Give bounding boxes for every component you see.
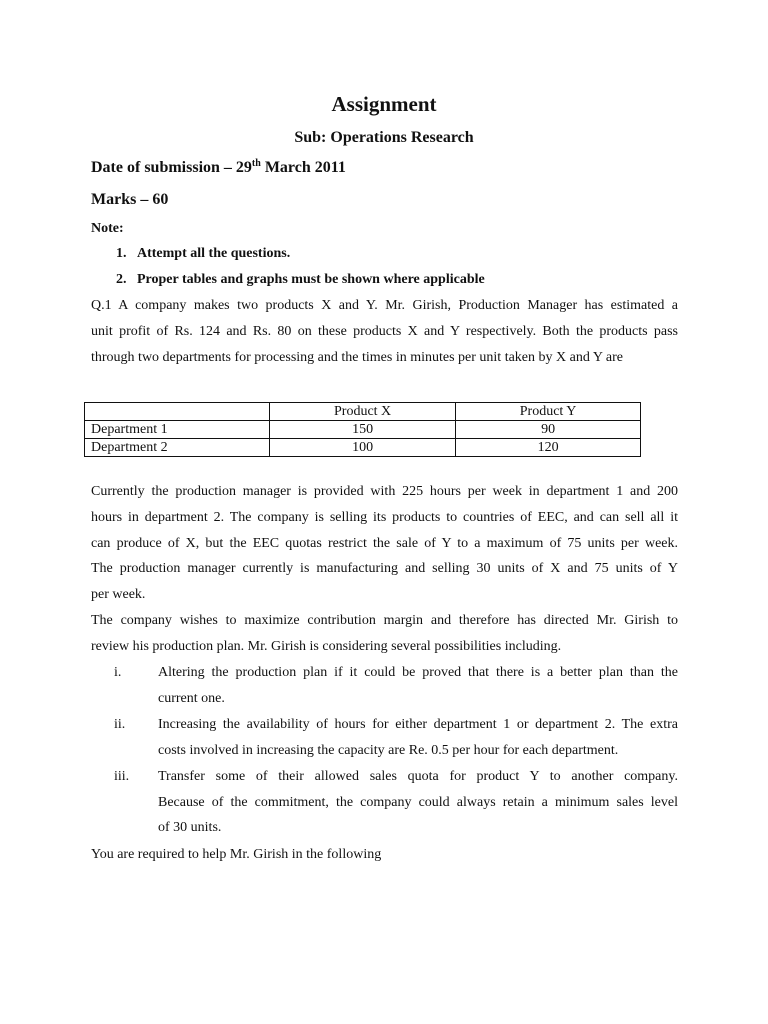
q1-line: unit profit of Rs. 124 and Rs. 80 on these products X and Y respectively. Both the products pass bbox=[91, 324, 678, 339]
closing-line: You are required to help Mr. Girish in the following bbox=[91, 847, 382, 862]
option-number: ii. bbox=[114, 717, 126, 732]
doc-subject: Sub: Operations Research bbox=[294, 129, 474, 146]
note-text: Attempt all the questions. bbox=[137, 246, 291, 261]
table-header-row bbox=[85, 403, 641, 421]
table-cell: Department 2 bbox=[85, 439, 270, 457]
option-line: Because of the commitment, the company could always retain a minimum sales level bbox=[158, 795, 678, 810]
table-header-product-y: Product Y bbox=[456, 403, 641, 421]
option-line: Altering the production plan if it could be proved that there is a better plan than the bbox=[158, 665, 678, 680]
option-line: costs involved in increasing the capacity are Re. 0.5 per hour for each department. bbox=[158, 743, 619, 758]
paragraph-line: Currently the production manager is provided with 225 hours per week in department 1 and 200 bbox=[91, 484, 678, 499]
table-cell: 90 bbox=[456, 421, 641, 439]
note-label: Note: bbox=[91, 221, 124, 236]
paragraph-line: The company wishes to maximize contribution margin and therefore has directed Mr. Girish to bbox=[91, 613, 678, 628]
table-header-product-x: Product X bbox=[270, 403, 456, 421]
table-cell: 100 bbox=[270, 439, 456, 457]
table-row bbox=[85, 421, 641, 439]
doc-title: Assignment bbox=[331, 92, 437, 116]
paragraph-line: review his production plan. Mr. Girish is considering several possibilities including. bbox=[91, 639, 562, 654]
table-cell: 150 bbox=[270, 421, 456, 439]
table-cell: Department 1 bbox=[85, 421, 270, 439]
department-times-table bbox=[84, 402, 641, 457]
q1-line: through two departments for processing and the times in minutes per unit taken by X and Y are bbox=[91, 350, 623, 365]
table-cell bbox=[85, 403, 270, 421]
paragraph-line: hours in department 2. The company is selling its products to countries of EEC, and can sell all it bbox=[91, 510, 678, 525]
note-number: 1. bbox=[116, 246, 127, 261]
note-number: 2. bbox=[116, 272, 127, 287]
paragraph-line: can produce of X, but the EEC quotas restrict the sale of Y to a maximum of 75 units per week. bbox=[91, 536, 678, 551]
q1-line: Q.1 A company makes two products X and Y. Mr. Girish, Production Manager has estimated a bbox=[91, 298, 678, 313]
paragraph-line: per week. bbox=[91, 587, 146, 602]
table-row bbox=[85, 439, 641, 457]
option-line: current one. bbox=[158, 691, 225, 706]
option-line: Increasing the availability of hours for either department 1 or department 2. The extra bbox=[158, 717, 678, 732]
marks: Marks – 60 bbox=[91, 191, 169, 208]
note-text: Proper tables and graphs must be shown where applicable bbox=[137, 272, 485, 287]
option-number: i. bbox=[114, 665, 122, 680]
table-cell: 120 bbox=[456, 439, 641, 457]
option-line: Transfer some of their allowed sales quota for product Y to another company. bbox=[158, 769, 678, 784]
option-number: iii. bbox=[114, 769, 130, 784]
option-line: of 30 units. bbox=[158, 820, 222, 835]
submission-date: Date of submission – 29th March 2011 bbox=[91, 158, 346, 176]
paragraph-line: The production manager currently is manufacturing and selling 30 units of X and 75 units of Y bbox=[91, 561, 678, 576]
